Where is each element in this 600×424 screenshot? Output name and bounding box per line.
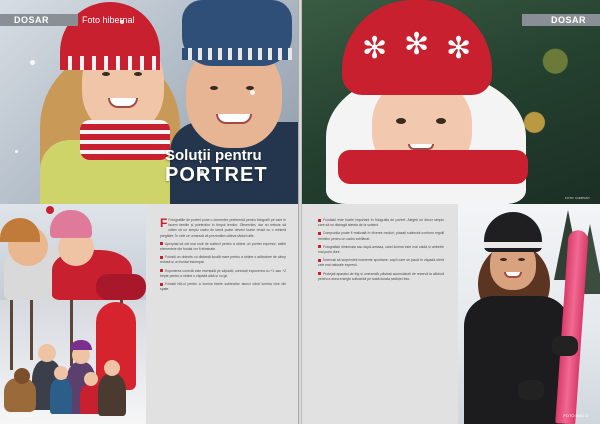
child-scarf <box>338 150 528 184</box>
section-tag <box>0 14 78 26</box>
man-hat <box>182 0 292 66</box>
bullet-icon <box>160 269 163 272</box>
child-head <box>84 372 98 386</box>
beanie <box>484 212 542 252</box>
bullet-icon <box>318 272 321 275</box>
child-photo <box>302 0 600 204</box>
paragraph <box>160 269 286 279</box>
woman-scarf <box>80 120 170 160</box>
paragraph <box>318 272 444 282</box>
paragraph-text: Expunerea corectă este esențială pe zăpadă; corectați expunerea cu +1 sau +2 trepte pentru a obține o zăpadă albă și nu gri. <box>160 268 286 278</box>
article-column-1 <box>160 218 286 295</box>
bullet-icon <box>160 242 163 245</box>
eye <box>102 72 110 76</box>
paragraph-text: Apropiați-vă cât mai mult de subiect pentru a obține un portret expresiv; astfel elementele din fundal vor fi eliminate. <box>160 241 286 252</box>
couple-photo <box>0 0 298 204</box>
paragraph-text: Protejați aparatul de frig și umezeală; păstrați acumulatorii de rezervă la căldură pentru a avea energie suficientă pe toată durata ședinței foto. <box>318 271 444 281</box>
dog-head <box>14 368 30 384</box>
eye <box>396 118 406 124</box>
paragraph-text: Fotografiile de portret pune o domeniee preferență pentru fotografii pe care le facem familie și prietenilor în timpul iernilor. Observăm, dar nu trebuie să uităm că un simplu cadru de iarnă poate deveni foarte reușit cu o minimă pregătire. În cele ce urmează vă prezentăm câteva sfaturi utile. <box>160 218 286 238</box>
child-hat <box>50 210 92 238</box>
adult-head <box>104 360 120 376</box>
bullet-icon <box>318 259 321 262</box>
snowflake <box>30 60 35 65</box>
eye <box>500 258 507 261</box>
paragraph-text: Fotografiați dimineața sau după-amiaza, când lumina este mai caldă și umbrele mai puțin dure. <box>318 244 444 255</box>
bullet-icon <box>160 256 163 259</box>
tree <box>10 300 13 370</box>
glove <box>518 380 544 400</box>
paragraph-text: Folosiți un obiectiv cu distanță focală mare pentru a obține o adâncime de câmp redusă și un fundal estompat. <box>160 255 286 265</box>
section-tag-right-text: DOSAR <box>550 15 586 25</box>
drop-cap: F <box>160 216 168 230</box>
snowflake-pattern-icon: ✻ <box>404 28 430 61</box>
photo-caption: FOTO: COMPANY <box>565 196 590 200</box>
bullet-icon <box>160 283 163 286</box>
glove <box>552 336 578 356</box>
child-hat <box>342 0 492 95</box>
page-number-left: 2 FOTO MAG <box>8 413 33 418</box>
paragraph <box>318 231 444 241</box>
child-hair <box>0 218 40 242</box>
paragraph <box>318 258 444 268</box>
paragraph <box>160 282 286 292</box>
paragraph-text: Folosiți bliț-ul pentru a lumina fețele subiecților atunci când lumina vine din spate. <box>160 282 286 292</box>
title-line1: Soluții pentru <box>165 147 262 164</box>
family-photo <box>0 300 146 424</box>
snowflake-pattern-icon: ✻ <box>362 32 388 65</box>
hat-pompom <box>46 206 54 214</box>
bullet-icon <box>318 232 321 235</box>
page-number-right: FOTO MAG 3 <box>563 413 588 418</box>
woman-hat <box>60 2 160 70</box>
article-text-right <box>302 204 458 424</box>
article-title <box>165 148 268 186</box>
smile <box>504 272 522 278</box>
ski-jacket <box>464 296 570 424</box>
article-column-2 <box>318 218 444 285</box>
eye <box>210 86 218 90</box>
section-tag-text: DOSAR <box>14 15 50 25</box>
paragraph-text: Fundalul este foarte important în fotografia de portret. Alegeți un decor simplu care să nu distragă atenția de la subiect. <box>318 218 444 228</box>
adult-body <box>98 374 126 416</box>
paragraph-text: Compoziția poate fi realizată în diverse moduri; plasați subiectul conform regulii treimilor pentru un cadru echilibrat. <box>318 231 444 241</box>
eye <box>134 72 142 76</box>
snowflake <box>250 90 255 95</box>
tree <box>30 300 33 360</box>
paragraph <box>160 242 286 252</box>
skier-photo <box>458 204 600 424</box>
adult-head <box>38 344 56 362</box>
hat <box>70 340 92 350</box>
section-tag-right <box>522 14 600 26</box>
snowflake <box>15 150 18 153</box>
section-name: Foto hibernal <box>82 15 135 25</box>
paragraph <box>318 245 444 255</box>
paragraph <box>160 255 286 265</box>
article-text-left <box>146 204 298 424</box>
smile <box>216 114 252 124</box>
eye <box>518 258 525 261</box>
title-line2: PORTRET <box>165 164 268 186</box>
sled <box>96 274 146 300</box>
smile <box>108 98 138 108</box>
eye <box>436 118 446 124</box>
paragraph <box>160 218 286 239</box>
paragraph <box>318 218 444 228</box>
child-body <box>50 378 72 414</box>
paragraph-text: Încercați să surprindeți momente spontane; copiii care se joacă în zăpadă oferă cele mai naturale expresii. <box>318 258 444 268</box>
bullet-icon <box>318 219 321 222</box>
bullet-icon <box>318 245 321 248</box>
child-head <box>54 366 68 380</box>
kids-sled-photo <box>0 204 146 300</box>
snowflake-pattern-icon: ✻ <box>446 32 472 65</box>
book-spine <box>298 0 302 424</box>
